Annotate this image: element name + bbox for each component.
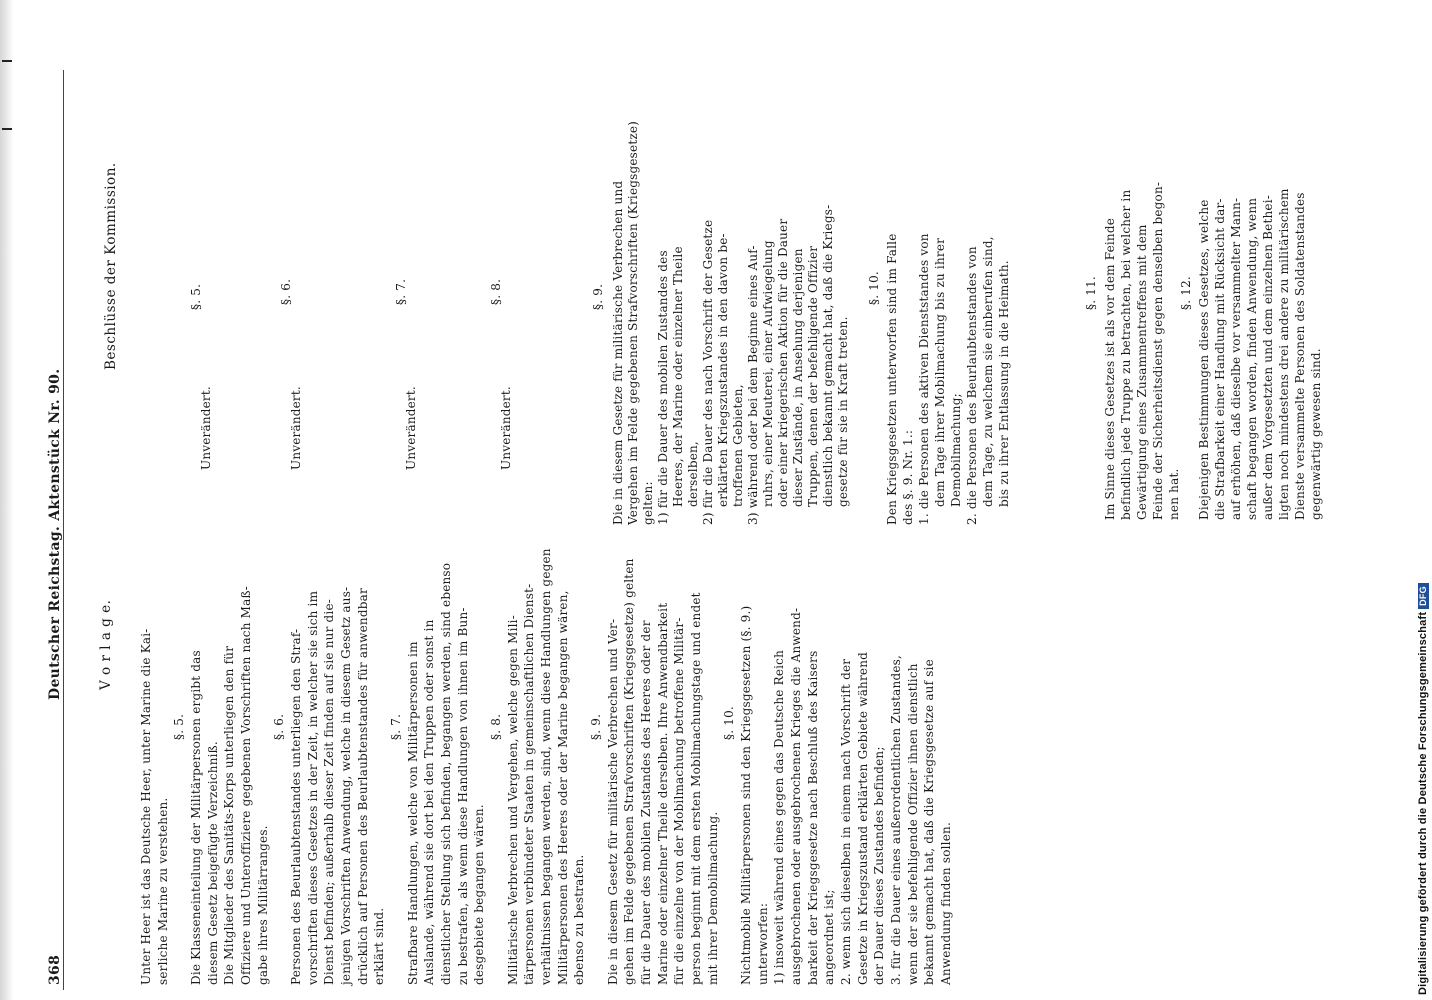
text-line: gelten:	[641, 481, 655, 525]
text-line: dem Tage ihrer Mobilmachung bis zu ihrer	[933, 237, 947, 507]
text-line: dienstlich bekannt gemacht hat, daß die Kriegs-	[821, 204, 835, 507]
text-line: drücklich auf Personen des Beurlaubtenstandes für anwendbar	[355, 588, 370, 985]
text-line: 3. für die Dauer eines außerordentlichen Zustandes,	[889, 654, 903, 985]
text-line: ebenso zu bestrafen.	[572, 854, 587, 985]
text-line: jenigen Vorschriften Anwendung, welche in diesem Gesetz aus-	[339, 586, 353, 985]
header-rule	[63, 70, 64, 990]
text-line: barkeit der Kriegsgesetze nach Beschluß des Kaisers	[805, 650, 820, 985]
text-line: 2) für die Dauer des nach Vorschrift der Gesetze	[701, 219, 715, 525]
text-line: Auslande, während sie dort bei den Truppen oder sonst in	[422, 619, 437, 985]
text-line: nen hat.	[1167, 468, 1181, 520]
text-line: bekannt gemacht hat, daß die Kriegsgesetze auf sie	[922, 659, 937, 985]
text-line: 1) insoweit während eines gegen das Deutsche Reich	[772, 649, 787, 985]
text-line: erklärt sind.	[372, 907, 387, 985]
scan-mark	[2, 128, 12, 130]
text-line: Heeres, der Marine oder einzelner Theile	[671, 246, 685, 507]
text-line: Diejenigen Bestimmungen dieses Gesetzes, welche	[1197, 199, 1211, 520]
paragraph-heading: §. 8.	[489, 713, 503, 740]
text-line: verhältnissen begangen werden, sind, wenn diese Handlungen gegen	[539, 548, 553, 985]
text-line: dienstlicher Stellung sich befinden, begangen werden, sind ebenso	[439, 562, 453, 985]
text-line: desgebiete begangen wären.	[472, 804, 487, 985]
text-line: person beginnt mit dem ersten Mobilmachungstage und endet	[689, 592, 703, 985]
text-line: gabe ihres Militärranges.	[255, 825, 270, 985]
text-line: troffenen Gebieten,	[731, 384, 745, 507]
page-number: 368	[47, 954, 63, 985]
paragraph-heading: §. 10.	[722, 706, 737, 740]
text-line: gesetze für sie in Kraft treten.	[836, 316, 850, 507]
scan-mark	[2, 60, 12, 62]
scan-edge	[0, 0, 14, 1000]
kommission-heading: Beschlüsse der Kommission.	[103, 162, 119, 370]
vorlage-heading: V o r l a g e.	[98, 599, 114, 690]
text-line: diesem Gesetz beigefügte Verzeichniß.	[205, 741, 220, 985]
text-line: ruhrs, einer Meuterei, einer Aufwiegelung	[761, 240, 775, 507]
paragraph-heading: §. 5.	[172, 713, 187, 740]
text-line: erklärten Kriegszustandes in den davon be-	[716, 233, 730, 507]
text-line: Militärpersonen des Heeres oder der Marine begangen wären,	[555, 590, 570, 985]
para-5-label: §. 5.	[189, 283, 203, 310]
para-11-label: §. 11.	[1084, 276, 1098, 310]
text-line: außer dem Vorgesetzten und dem einzelnen Bethei-	[1261, 194, 1275, 520]
text-line: Den Kriegsgesetzen unterworfen sind im Falle	[885, 233, 899, 525]
text-line: Offiziere und Unteroffiziere gegebenen Vorschriften nach Maß-	[239, 586, 253, 985]
text-line: unterworfen:	[755, 902, 770, 985]
text-line: auf erhöhen, daß dieselbe vor versammelter Mann-	[1229, 197, 1243, 520]
text-line: mit ihrer Demobilmachung.	[705, 811, 720, 985]
text-line: des §. 9. Nr. 1.:	[901, 429, 915, 525]
text-line: Feinde der Sicherheitsdienst gegen denselben begon-	[1151, 181, 1165, 520]
paragraph-heading: §. 6.	[272, 713, 287, 740]
text-line: bis zu ihrer Entlassung in die Heimath.	[997, 260, 1011, 507]
text-line: zu bestrafen, als wenn diese Handlungen von ihnen im Bun-	[455, 607, 470, 985]
paragraph-heading: §. 9.	[589, 713, 603, 740]
text-line: 1. die Personen des aktiven Dienststandes von	[917, 233, 931, 525]
text-line: Marine oder einzelner Theile derselben. Ihre Anwendbarkeit	[655, 602, 670, 985]
para-9-label: §. 9.	[591, 283, 605, 310]
para-12-label: §. 12.	[1179, 276, 1193, 310]
text-line: für die einzelne von der Mobilmachung betroffene Militär-	[672, 617, 687, 985]
para-10-label: §. 10.	[867, 271, 881, 305]
text-line: Personen des Beurlaubtenstandes unterliegen den Straf-	[289, 628, 303, 985]
text-line: für die Dauer des mobilen Zustandes des Heeres oder der	[639, 620, 653, 985]
text-line: Anwendung finden sollen.	[939, 822, 953, 985]
text-line: der Dauer dieses Zustandes befinden;	[872, 746, 887, 985]
text-line: Die in diesem Gesetz für militärische Verbrechen und Ver-	[605, 618, 620, 985]
text-line: 3) während oder bei dem Beginne eines Auf-	[746, 245, 760, 525]
text-line: 1) für die Dauer des mobilen Zustandes des	[656, 250, 670, 525]
text-line: dieser Zustände, in Ansehung derjenigen	[791, 248, 805, 507]
text-line: Strafbare Handlungen, welche von Militärpersonen im	[405, 641, 420, 985]
text-line: Demobilmachung;	[949, 393, 963, 507]
text-line: angeordnet ist;	[822, 889, 837, 985]
text-line: tärpersonen verbündeter Staaten in gemeinschaftlichen Dienst-	[522, 583, 537, 985]
text-line: Gewärtigung eines Zusammentreffens mit dem	[1135, 224, 1149, 520]
para-7-label: §. 7.	[394, 278, 408, 305]
text-line: ausgebrochenen oder ausgebrochenen Krieges die Anwend-	[789, 607, 803, 985]
text-line: Im Sinne dieses Gesetzes ist als vor dem Feinde	[1103, 217, 1117, 520]
dfg-logo: DFG	[1418, 583, 1429, 609]
text-line: Die in diesem Gesetze für militärische Verbrechen und	[611, 180, 625, 525]
text-line: Die Klasseneinteilung der Militärpersonen ergibt das	[189, 650, 203, 985]
text-line: schaft begangen worden, finden Anwendung, wenn	[1245, 197, 1259, 520]
text-line: derselben,	[686, 441, 700, 507]
page-title: Deutscher Reichstag. Aktenstück Nr. 90.	[47, 368, 63, 700]
text-line: Vergehen im Felde gegebenen Strafvorschriften (Kriegsgesetze)	[626, 120, 640, 525]
text-line: Die Mitglieder des Sanitäts-Korps unterliegen den für	[222, 645, 237, 985]
text-line: befindlich jede Truppe zu betrachten, bei welcher in	[1119, 189, 1133, 520]
para-6-label: §. 6.	[279, 278, 293, 305]
text-line: Dienste versammelte Personen des Soldatenstandes	[1293, 192, 1307, 520]
text-line: Gesetze in Kriegszustand erklärten Gebiete während	[855, 651, 870, 985]
credit-text: Digitalisierung gefördert durch die Deutsche Forschungsgemeinschaft	[1417, 611, 1429, 995]
text-line: ligten noch mindestens drei andere zu militärischem	[1277, 188, 1291, 520]
text-line: Nichtmobile Militärpersonen sind den Kriegsgesetzen (§. 9.)	[739, 605, 753, 985]
para-6-text: Unverändert.	[289, 386, 303, 470]
paragraph-heading: §. 7.	[389, 713, 403, 740]
text-line: vorschriften dieses Gesetzes in der Zeit, in welcher sie sich im	[305, 590, 320, 985]
para-7-text: Unverändert.	[404, 386, 418, 470]
text-line: Dienst befinden; außerhalb dieser Zeit finden auf sie nur die-	[322, 598, 337, 985]
text-line: gegenwärtig gewesen sind.	[1309, 348, 1323, 520]
text-line: oder einer kriegerischen Aktion für die Dauer	[776, 218, 790, 507]
text-line: dem Tage, zu welchem sie einberufen sind,	[981, 236, 995, 507]
para-8-text: Unverändert.	[499, 386, 513, 470]
para-5-text: Unverändert.	[199, 386, 213, 470]
text-line: serliche Marine zu verstehen.	[155, 797, 170, 985]
text-line: wenn der sie befehligende Offizier ihnen dienstlich	[905, 663, 920, 985]
text-line: Unter Heer ist das Deutsche Heer, unter Marine die Kai-	[139, 628, 153, 985]
text-line: gehen im Felde gegebenen Strafvorschriften (Kriegsgesetze) gelten	[622, 558, 637, 985]
text-line: die Strafbarkeit einer Handlung mit Rücksicht dar-	[1213, 198, 1227, 520]
text-line: 2. die Personen des Beurlaubtenstandes von	[965, 246, 979, 525]
text-line: 2. wenn sich dieselben in einem nach Vorschrift der	[839, 658, 853, 985]
para-8-label: §. 8.	[489, 278, 503, 305]
text-line: Militärische Verbrechen und Vergehen, welche gegen Mili-	[505, 615, 520, 985]
digitization-credit	[1418, 583, 1429, 995]
text-line: Truppen, denen der befehligende Offizier	[806, 245, 820, 507]
